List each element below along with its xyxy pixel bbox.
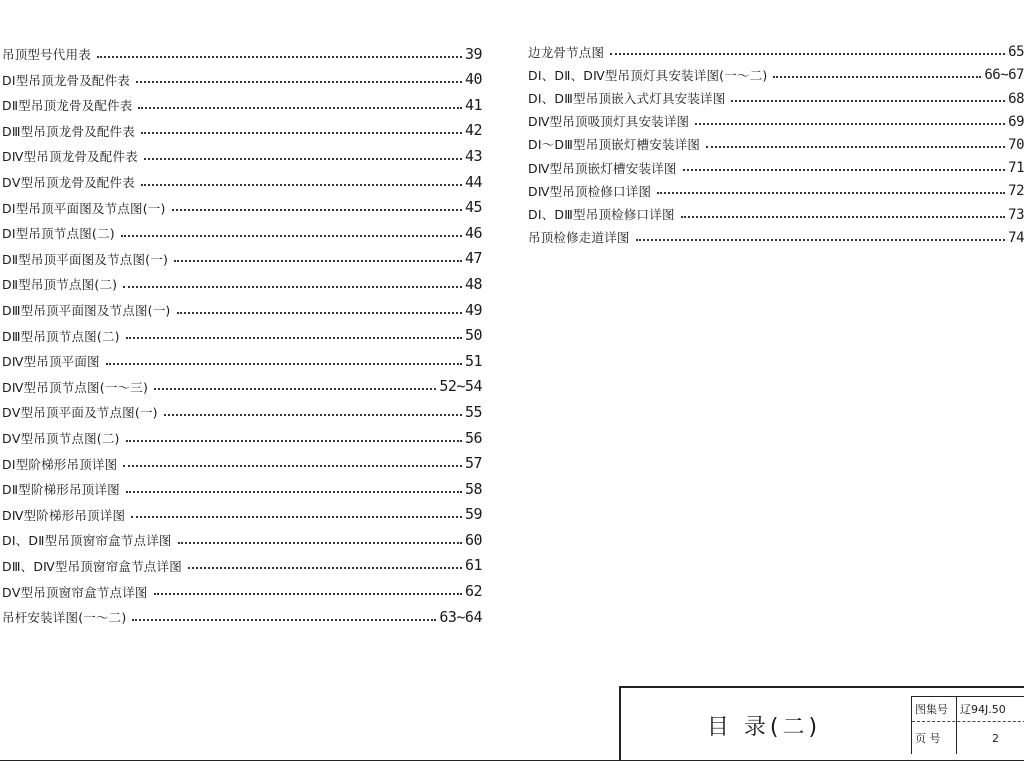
- dot-leader: [138, 107, 461, 109]
- toc-title: DⅣ型阶梯形吊顶详图: [2, 507, 126, 523]
- toc-page: 73: [1008, 206, 1024, 223]
- dot-leader: [121, 235, 462, 237]
- dot-leader: [681, 216, 1005, 218]
- toc-page: 69: [1008, 113, 1024, 130]
- toc-entry: [2, 548, 482, 574]
- toc-page: 60: [464, 530, 482, 549]
- toc-page: 49: [464, 300, 482, 319]
- toc-entry: [2, 420, 482, 446]
- dot-leader: [683, 169, 1006, 171]
- toc-title: DⅠ型吊顶平面图及节点图(一): [2, 200, 166, 216]
- toc-page: 71: [1008, 160, 1024, 177]
- toc-title: DⅡ型吊顶龙骨及配件表: [2, 98, 133, 114]
- toc-page: 68: [1008, 90, 1024, 107]
- dot-leader: [773, 76, 981, 78]
- toc-entry: [528, 198, 1024, 221]
- toc-title: DⅡ型阶梯形吊顶详图: [2, 482, 120, 498]
- dot-leader: [154, 593, 462, 595]
- title-block-main: [621, 688, 907, 760]
- toc-entry: [528, 59, 1024, 82]
- toc-page: 65: [1008, 44, 1024, 61]
- atlas-number-label: 图集号: [915, 703, 948, 716]
- toc-page: 63~64: [439, 607, 482, 626]
- dot-leader: [131, 516, 462, 518]
- toc-title: 吊顶型号代用表: [2, 47, 91, 63]
- dot-leader: [126, 440, 462, 442]
- toc-page: 44: [464, 172, 482, 191]
- toc-title: DⅠ型吊顶节点图(二): [2, 226, 115, 242]
- toc-title: DⅢ型吊顶龙骨及配件表: [2, 123, 135, 139]
- toc-page: 62: [464, 582, 482, 601]
- toc-title: DⅠ、DⅢ型吊顶嵌入式灯具安装详图: [528, 91, 726, 107]
- toc-entry: [528, 36, 1024, 59]
- dot-leader: [144, 158, 462, 160]
- toc-title: DⅠ、DⅢ型吊顶检修口详图: [528, 207, 675, 222]
- toc-page: 40: [464, 70, 482, 89]
- dot-leader: [154, 388, 436, 390]
- title-block: [619, 686, 1024, 760]
- toc-entry: [2, 471, 482, 497]
- toc-entry: [528, 129, 1024, 152]
- dot-leader: [188, 567, 462, 569]
- toc-entry: [528, 82, 1024, 105]
- toc-entry: [2, 394, 482, 420]
- toc-title: DⅣ型吊顶检修口详图: [528, 183, 652, 199]
- dot-leader: [126, 337, 462, 339]
- dot-leader: [132, 619, 436, 621]
- toc-entry: [2, 446, 482, 472]
- toc-page: 52~54: [439, 377, 482, 396]
- toc-page: 59: [464, 505, 482, 524]
- dot-leader: [123, 465, 462, 467]
- toc-title: 边龙骨节点图: [528, 44, 605, 60]
- toc-page: 74: [1008, 229, 1024, 246]
- dot-leader: [106, 363, 462, 365]
- toc-title: DⅣ型吊顶吸顶灯具安装详图: [528, 114, 690, 130]
- toc-entry: [2, 138, 482, 164]
- toc-page: 57: [464, 454, 482, 473]
- toc-page: 61: [464, 556, 482, 575]
- toc-page: 47: [464, 249, 482, 268]
- dot-leader: [636, 239, 1006, 241]
- page-number-value: 2: [992, 732, 999, 745]
- toc-entry: [528, 175, 1024, 198]
- toc-entry: [2, 87, 482, 113]
- page-title: 目 录(二): [706, 715, 822, 740]
- toc-entry: [2, 497, 482, 523]
- toc-entry: [2, 36, 482, 62]
- toc-title: DⅤ型吊顶窗帘盒节点详图: [2, 584, 148, 600]
- toc-entry: [2, 573, 482, 599]
- dot-leader: [164, 414, 462, 416]
- dot-leader: [172, 209, 462, 211]
- toc-page: 55: [464, 402, 482, 421]
- toc-title: DⅠ、DⅡ型吊顶窗帘盒节点详图: [2, 533, 172, 549]
- toc-entry: [2, 343, 482, 369]
- toc-title: DⅣ型吊顶节点图(一～三): [2, 379, 149, 395]
- toc-title: DⅣ型吊顶龙骨及配件表: [2, 149, 138, 165]
- dot-leader: [174, 260, 462, 262]
- toc-entry: [2, 369, 482, 395]
- dot-leader: [178, 542, 462, 544]
- toc-entry: [2, 215, 482, 241]
- toc-page: 43: [464, 146, 482, 165]
- toc-page: 56: [464, 428, 482, 447]
- toc-entry: [2, 318, 482, 344]
- toc-title: DⅤ型吊顶平面及节点图(一): [2, 405, 158, 421]
- bottom-border-line: [0, 760, 1024, 761]
- toc-page: 51: [464, 351, 482, 370]
- toc-title: DⅣ型吊顶嵌灯槽安装详图: [528, 160, 677, 176]
- toc-entry: [2, 164, 482, 190]
- toc-entry: [528, 152, 1024, 175]
- toc-title: 吊杆安装详图(一～二): [2, 610, 127, 626]
- toc-page: 48: [464, 274, 482, 293]
- toc-title: DⅡ型吊顶节点图(二): [2, 277, 118, 293]
- toc-title: DⅣ型吊顶平面图: [2, 354, 100, 370]
- dot-leader: [177, 312, 462, 314]
- toc-page: 42: [464, 121, 482, 140]
- dot-leader: [141, 132, 462, 134]
- dot-leader: [731, 100, 1005, 102]
- dot-leader: [695, 123, 1005, 125]
- toc-title: DⅠ型吊顶龙骨及配件表: [2, 72, 131, 88]
- toc-entry: [2, 241, 482, 267]
- toc-entry: [2, 113, 482, 139]
- toc-page: 66~67: [984, 67, 1024, 84]
- dot-leader: [706, 146, 1005, 148]
- dot-leader: [657, 192, 1005, 194]
- toc-page: 50: [464, 326, 482, 345]
- toc-page: 45: [464, 198, 482, 217]
- grid-divider-vertical: [956, 697, 957, 754]
- toc-page: 39: [464, 44, 482, 63]
- toc-right-column: [528, 36, 1024, 245]
- toc-page: 58: [464, 479, 482, 498]
- toc-entry: [528, 106, 1024, 129]
- toc-title: DⅡ型吊顶平面图及节点图(一): [2, 251, 169, 267]
- toc-title: DⅠ～DⅢ型吊顶嵌灯槽安装详图: [528, 137, 701, 153]
- grid-divider-horizontal: [912, 721, 1024, 722]
- toc-entry: [2, 190, 482, 216]
- dot-leader: [136, 81, 462, 83]
- toc-title: DⅢ型吊顶节点图(二): [2, 328, 120, 344]
- toc-title: DⅢ、DⅣ型吊顶窗帘盒节点详图: [2, 558, 182, 574]
- toc-title: 吊顶检修走道详图: [528, 230, 630, 246]
- toc-page: 41: [464, 95, 482, 114]
- toc-entry: [2, 62, 482, 88]
- toc-page: 46: [464, 223, 482, 242]
- toc-entry: [2, 292, 482, 318]
- page-number-label: 页 号: [915, 732, 941, 745]
- toc-page: 70: [1008, 136, 1024, 153]
- toc-entry: [2, 266, 482, 292]
- dot-leader: [97, 56, 462, 58]
- toc-title: DⅠ、DⅡ、DⅣ型吊顶灯具安装详图(一～二): [528, 67, 768, 83]
- toc-entry: [528, 222, 1024, 245]
- toc-page: 72: [1008, 183, 1024, 200]
- dot-leader: [126, 491, 462, 493]
- toc-left-column: [2, 36, 482, 625]
- toc-title: DⅠ型阶梯形吊顶详图: [2, 456, 118, 472]
- toc-title: DⅤ型吊顶龙骨及配件表: [2, 175, 135, 191]
- title-block-grid: [911, 696, 1024, 754]
- dot-leader: [123, 286, 462, 288]
- toc-entry: [2, 522, 482, 548]
- dot-leader: [610, 53, 1005, 55]
- dot-leader: [141, 184, 462, 186]
- toc-title: DⅢ型吊顶平面图及节点图(一): [2, 303, 171, 319]
- toc-title: DⅤ型吊顶节点图(二): [2, 431, 120, 446]
- toc-entry: [2, 599, 482, 625]
- atlas-number-value: 辽94J.50: [960, 703, 1006, 716]
